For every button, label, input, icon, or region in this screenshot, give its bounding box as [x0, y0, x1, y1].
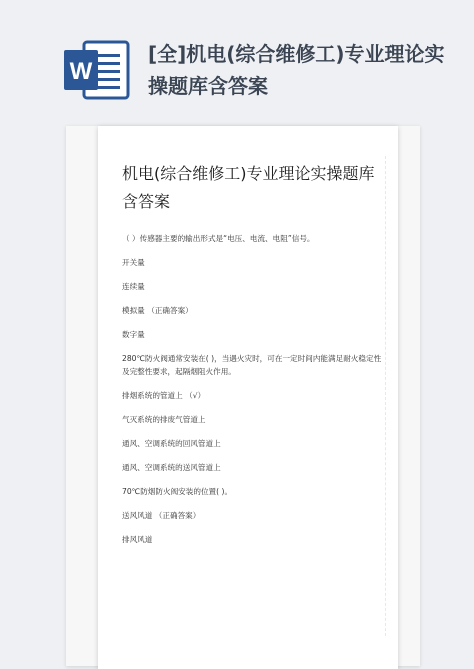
option-line: 排风风道 [122, 535, 153, 544]
document-body [122, 232, 382, 546]
option-line: 气灭系统的排废气管道上 [122, 415, 206, 424]
option-line: 连续量 [122, 282, 145, 291]
watermark-strip [385, 156, 392, 636]
question-line: （ ）传感器主要的输出形式是“电压、电流、电阻”信号。 [122, 234, 315, 243]
option-line: 开关量 [122, 258, 145, 267]
word-document-icon [62, 40, 130, 100]
option-line: 通风、空调系统的送风管道上 [122, 463, 221, 472]
document-page [98, 126, 398, 669]
document-title: 机电(综合维修工)专业理论实操题库含答案 [122, 164, 375, 211]
file-title: [全]机电(综合维修工)专业理论实操题库含答案 [148, 42, 445, 98]
question-line: 70℃防烟防火阀安装的位置( )。 [122, 487, 233, 496]
option-line: 通风、空调系统的回风管道上 [122, 439, 221, 448]
question-line: 280℃防火阀通常安装在( )，当遇火灾时，可在一定时间内能满足耐火稳定性及完整性要求，起隔烟阻火作用。 [122, 354, 382, 376]
option-line: 送风风道 （正确答案） [122, 511, 201, 520]
option-line: 模拟量 （正确答案） [122, 306, 193, 315]
option-line: 数字量 [122, 330, 145, 339]
header [0, 0, 474, 118]
svg-text:W: W [69, 58, 93, 85]
option-line: 排烟系统的管道上 （√） [122, 391, 206, 400]
